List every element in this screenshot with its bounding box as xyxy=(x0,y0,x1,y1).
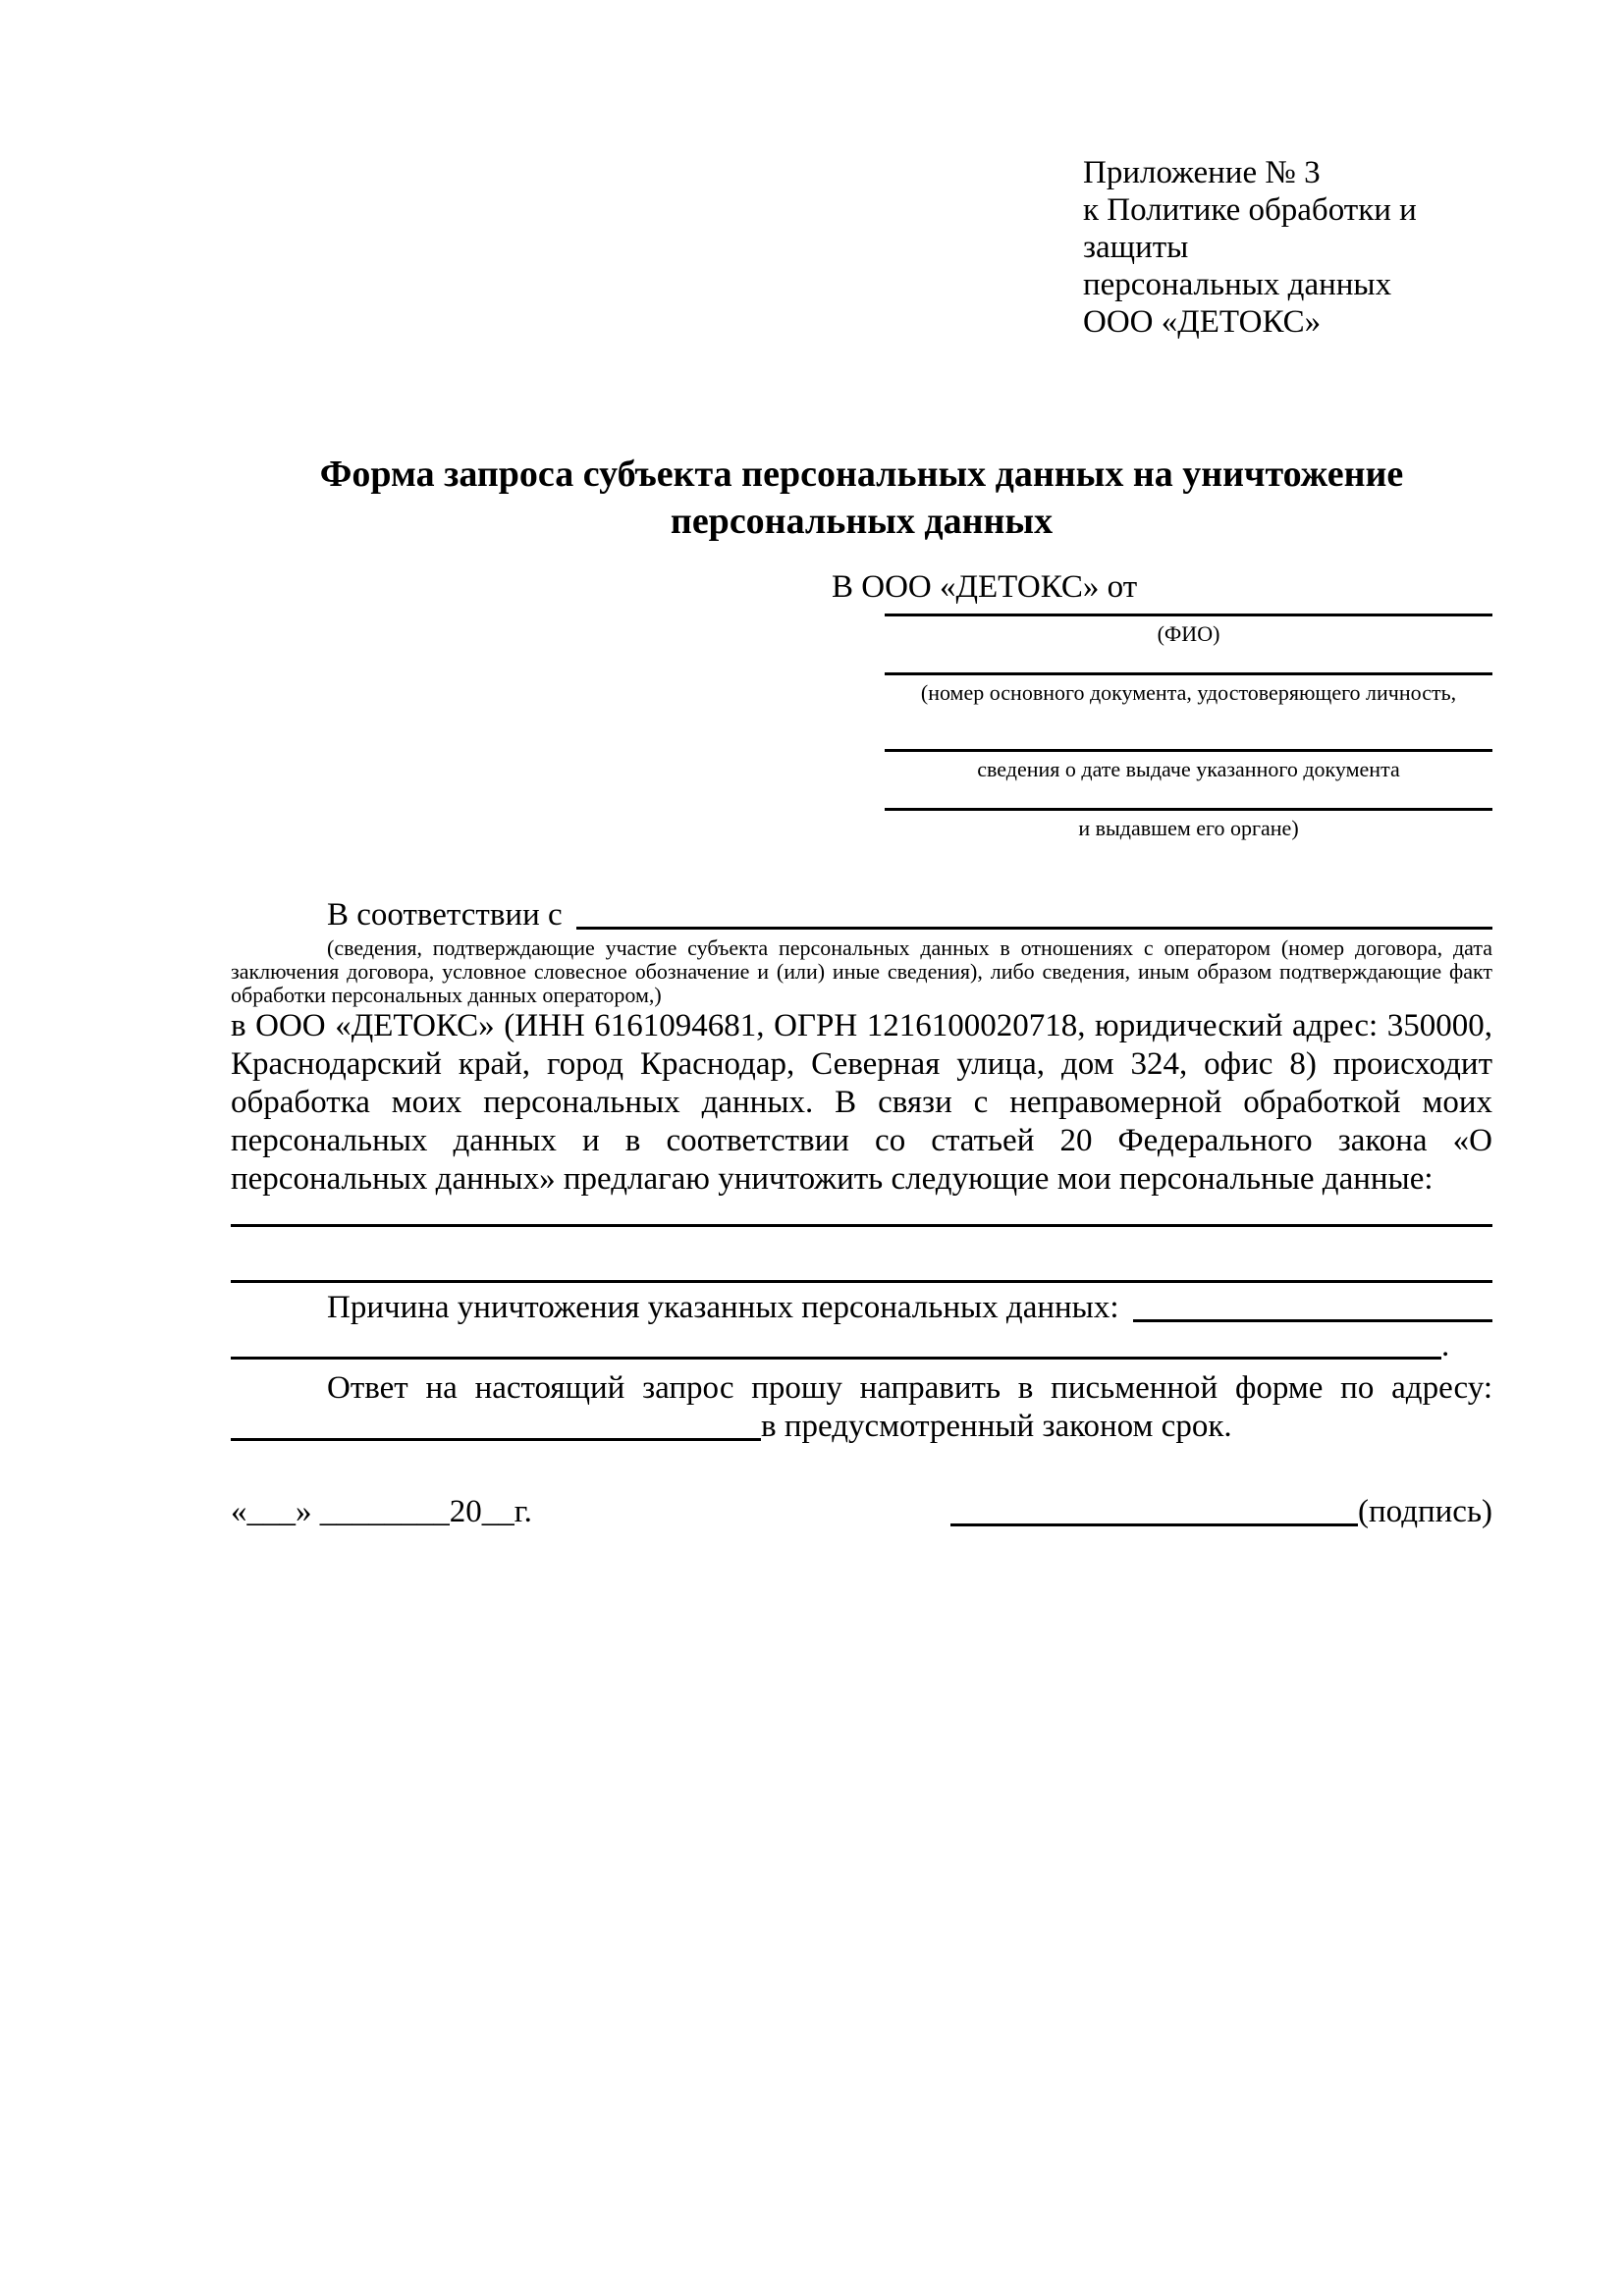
personal-data-blank-line-2 xyxy=(231,1227,1492,1283)
reason-row xyxy=(231,1289,1492,1327)
document-title xyxy=(231,451,1492,545)
reply-line-2-text: в предусмотренный законом срок. xyxy=(761,1409,1232,1444)
signature-group xyxy=(950,1493,1492,1531)
issuing-authority-caption: и выдавшем его органе) xyxy=(1078,816,1299,840)
document-title-line-1: Форма запроса субъекта персональных данных на уничтожение xyxy=(319,454,1404,495)
address-blank-line xyxy=(231,1408,761,1441)
reason-continuation-row xyxy=(231,1327,1492,1365)
personal-data-blank-line-1 xyxy=(231,1199,1492,1227)
id-document-caption: (номер основного документа, удостоверяющего личность, xyxy=(920,680,1457,705)
id-document-blank-line xyxy=(885,672,1492,675)
accordance-row xyxy=(231,896,1492,934)
accordance-lead: В соответствии с xyxy=(327,897,563,933)
field-id-document xyxy=(885,672,1492,706)
reason-blank-line xyxy=(1133,1289,1492,1322)
field-issue-date xyxy=(885,749,1492,782)
field-fio xyxy=(885,607,1492,647)
reason-label: Причина уничтожения указанных персональных данных: xyxy=(327,1290,1119,1325)
appendix-line-3: персональных данных xyxy=(1083,267,1392,302)
field-issuing-authority xyxy=(885,808,1492,841)
accordance-blank-line xyxy=(576,896,1492,930)
issue-date-caption: сведения о дате выдаче указанного документа xyxy=(977,757,1400,781)
reply-line-1: Ответ на настоящий запрос прошу направить в письменной форме по адресу: xyxy=(327,1370,1492,1406)
fio-caption: (ФИО) xyxy=(1157,621,1220,646)
issuing-authority-blank-line xyxy=(885,808,1492,811)
appendix-header xyxy=(1083,154,1492,341)
fio-blank-line xyxy=(885,607,1492,616)
document-title-line-2: персональных данных xyxy=(670,501,1054,542)
requester-fields xyxy=(885,607,1492,841)
issue-date-blank-line xyxy=(885,749,1492,752)
accordance-note: (сведения, подтверждающие участие субъекта персональных данных в отношениях с оператором (номер договора, дата заключения договора, условное словесное обозначение и (или) иные сведения), либо сведения, иным образом подтверждающие факт обработки персональных данных оператором,) xyxy=(231,935,1492,1007)
signature-caption: (подпись) xyxy=(1358,1494,1492,1529)
appendix-line-2: к Политике обработки и защиты xyxy=(1083,192,1417,265)
addressee-line: В ООО «ДЕТОКС» от xyxy=(832,569,1138,605)
reason-continuation-blank-line xyxy=(231,1357,1441,1360)
appendix-line-1: Приложение № 3 xyxy=(1083,155,1321,190)
body-paragraph: в ООО «ДЕТОКС» (ИНН 6161094681, ОГРН 1216100020718, юридический адрес: 350000, Краснодарский край, город Краснодар, Северная улица, дом 324, офис 8) происходит обработка моих персональных данных. В связи с неправомерной обработкой моих персональных данных и в соответствии со статьей 20 Федерального закона «О персональных данных» предлагаю уничтожить следующие мои персональные данные: xyxy=(231,1008,1492,1197)
appendix-line-4: ООО «ДЕТОКС» xyxy=(1083,304,1322,340)
reply-line-2 xyxy=(231,1408,1492,1446)
date-line: «___» ________20__г. xyxy=(231,1494,532,1529)
signature-blank-line xyxy=(950,1493,1358,1526)
sentence-period: . xyxy=(1441,1328,1450,1363)
date-signature-row xyxy=(231,1493,1492,1531)
reply-paragraph xyxy=(231,1369,1492,1446)
